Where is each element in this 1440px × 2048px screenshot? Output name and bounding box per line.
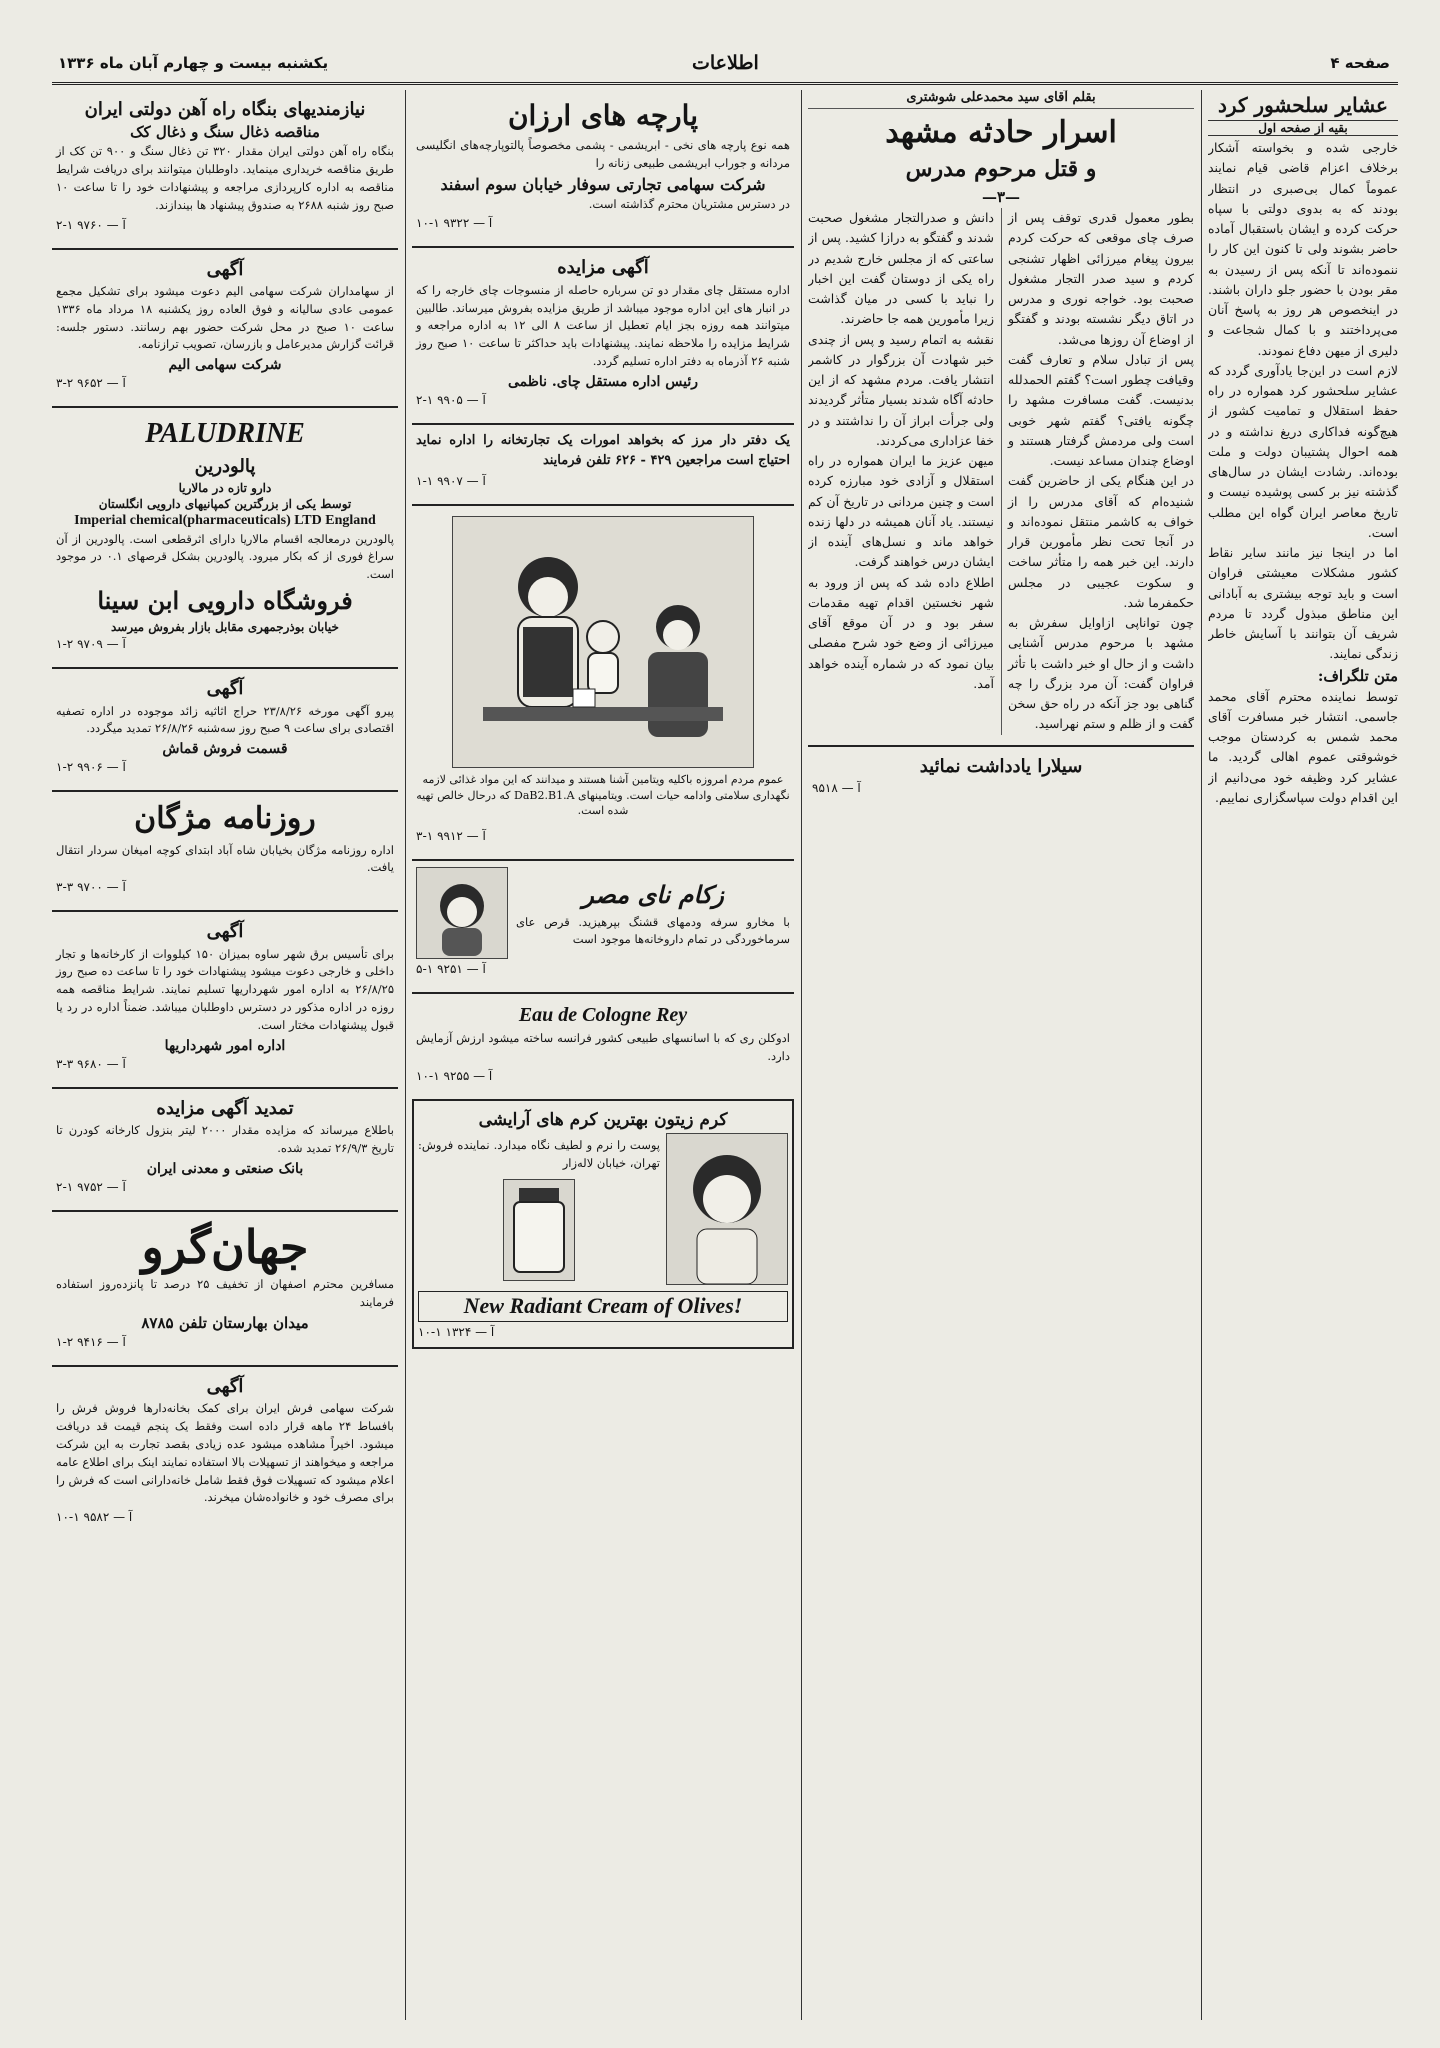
ad-title: آگهی [206,921,244,943]
ad-title: کرم زیتون بهترین کرم های آرایشی [478,1109,728,1130]
ad-jahangaro [52,1210,398,1357]
ad-signature: قسمت فروش قماش [162,741,288,758]
ad-store: فروشگاه دارویی ابن سینا [97,586,353,616]
ad-text: پوست را نرم و لطیف نگاه میدارد. نماینده فروش: تهران، خیابان لاله‌زار [418,1138,660,1171]
article-paragraph: دانش و صدرالتجار مشغول صحبت شدند و گفتگو به درازا کشید. پس از ساعتی که از مجلس خارج شدیم در راه یکی از دوستان گفت این اخبار را نباید با کسی در میان گذاشت زیرا مأمورین همه جا حاضرند. [808,210,994,327]
article-paragraph: چون تواناپی ازاوایل سفرش به مشهد با مرحوم مدرس آشنایی داشت و از حال او خبر داشت با تأثر فراوان گفت: آن مرد بزرگ را چه گناهی بود جز آنکه در راه حق سخن گفت و از ظلم و ستم نهراسید. [1008,615,1194,732]
byline: بقلم آقای سید محمدعلی شوشتری [808,90,1194,109]
article-paragraph: پس از تبادل سلام و تعارف گفت وقیافت چطور است؟ گفتم الحمدلله بدنیست. گفت مسافرت مشهد را چگونه یافتی؟ گفتم شهر خوبی است ولی مردمش گرفتار هستند و اوضاع چندان مساعد نیست. [1008,351,1194,468]
ad-code: آ — ۹۷۰۰ ۳-۳ [56,880,126,895]
ad-title-latin: PALUDRINE [145,418,305,450]
ad-note: در دسترس مشتریان محترم گذاشته است. [588,196,790,211]
ad-auction-tea [412,246,794,414]
ad-text: همه نوع پارچه های نخی - ابریشمی - پشمی مخصوصاً پالتوپارچه‌های انگلیسی مردانه و جوراب ابریشمی طبیعی زنانه را [416,138,790,170]
ad-railway-tender [52,90,398,240]
ad-code: آ — ۹۷۵۲ ۱-۲ [56,1179,126,1194]
ads-column-center [412,90,794,2020]
masthead [52,48,1398,85]
ad-vitamins [412,504,794,851]
ad-text: شرکت سهامی فرش ایران برای کمک بخانه‌دارها فروش فرش را بافساط ۲۴ ماهه قرار داده است وفقط یک پنجم قیمت قد دریافت میشود. اخیراً مشاهده میشود عده زیادی بقصد تجارت به این شرکت مراجعه و میخواهند از تسهیلات بالا استفاده نمایند اینک برای اطلاع عامه اعلام میشود که تسهیلات فوق فقط شامل خانه‌دارانی است که فرش را برای مصرف خود و خانواده‌شان میخرند. [56,1401,395,1505]
ad-code: آ — ۹۹۰۶ ۲-۱ [56,760,126,775]
ad-company: شرکت سهامی تجارتی سوفار خیابان سوم اسفند [440,174,766,194]
ad-signature: اداره امور شهرداریها [164,1037,286,1054]
ad-code: آ — ۹۳۲۲ ۱-۱۰ [416,216,493,231]
footer-ad [808,745,1194,803]
newspaper-name: اطلاعات [692,52,759,74]
ads-column-left [52,90,398,2020]
ad-title: جهان‌گرو [141,1219,309,1274]
ad-code: آ — ۹۹۰۷ ۱-۱ [416,474,486,489]
ad-address: خیابان بوذرجمهری مقابل بازار بفروش میرسد [111,620,339,635]
article-paragraph: توسط نماینده محترم آقای محمد جاسمی. انتشار خبر مسافرت آقای محمد شمس به کردستان موجب خوشوقتی عموم اهالی گردید. ما عشایر کرد وظیفه خود می‌دانیم از این اقدام دولت سپاسگزاری نماییم. [1208,688,1398,805]
ad-address: میدان بهارستان تلفن ۸۷۸۵ [141,1313,309,1332]
article-paragraph: نقشه به اتمام رسید و پس از چندی خبر شهادت آن بزرگوار در کاشمر انتشار یافت. مردم مشهد که از این حادثه آگاه شدند بسیار متأثر گردیدند ولی جرأت ابراز آن را نداشتند و در خفا عزاداری می‌کردند. [808,331,994,448]
ad-code: آ — ۹۲۵۱ ۱-۵ [416,962,486,977]
family-illustration [452,516,754,768]
woman-sneezing-illustration [416,867,508,959]
ad-title: روزنامه مژگان [134,801,316,837]
ad-cold-medicine [412,859,794,984]
ad-subtitle: مناقصه ذغال سنگ و ذغال کک [130,123,320,142]
ad-auction-textile [52,667,398,782]
ad-text: باطلاع میرساند که مزایده مقدار ۲۰۰۰ لیتر بنزول کارخانه کودرن تا تاریخ ۲۶/۹/۳ تمدید شده. [56,1123,395,1155]
ad-code: آ — ۹۶۵۲ ۲-۳ [56,376,126,391]
ad-code: آ — ۹۴۱۶ ۲-۱ [56,1334,126,1349]
issue-date: یکشنبه بیست و چهارم آبان ماه ۱۳۳۶ [58,54,329,72]
footer-ad-text: سیلارا یادداشت نمائید [919,755,1083,777]
ad-signature: رئیس اداره مستقل چای. ناظمی [507,373,699,390]
ad-carpet [52,1365,398,1532]
column-divider [1201,90,1202,2020]
ad-title: پالودرین [194,456,256,478]
ad-text: با مخارو سرفه ودمهای قشنگ بپرهیزید. قرص عای سرماخوردگی در تمام داروخانه‌ها موجود است [516,914,790,947]
ad-text: مسافرین محترم اصفهان از تخفیف ۲۵ درصد تا پانزده‌روز استفاده فرمایند [56,1277,394,1310]
page-number: صفحه ۴ [1330,54,1390,72]
article-headline: اسرار حادثه مشهد [885,115,1117,150]
ad-text: بنگاه راه آهن دولتی ایران مقدار ۳۲۰ تن ذغال سنگ و ۹۰۰ تن کک از طریق مناقصه خریداری مینماید. داوطلبان میتوانند برای دریافت شرایط مناقصه به اداره کارپردازی مراجعه و پیشنهادات خود را تا ساعت ۱۰ صبح روز شنبه ۲۶۸۸ به صندوق پیشنهاد ها بیندازند. [56,144,394,212]
ad-code: آ — ۹۹۰۵ ۱-۲ [416,392,486,407]
cream-jar-illustration [503,1179,575,1281]
ad-cheap-fabrics [412,90,794,238]
ad-text: یک دفتر دار مرز که بخواهد امورات یک تجارتخانه را اداره نماید احتیاج است مراجعین ۴۲۹ - ۶۲۶ تلفن فرمایند [416,432,790,469]
ad-text: برای تأسیس برق شهر ساوه بمیزان ۱۵۰ کیلووات از کارخانه‌ها و تجار داخلی و خارجی دعوت میشود پیشنهادات خود را تا ساعت ده صبح روز ۲۶/۸/۲۵ به اداره امور شهرداریها تسلیم نمایند. شرایط مناقصه همه روزه در اداره مذکور در دسترس داوطلبان میباشد. ضمناً اداره در رد یا قبول پیشنهادات مختار است. [56,946,395,1032]
ad-subtitle: دارو تازه در مالاریا [178,480,272,495]
column-divider [405,90,406,2020]
article-paragraph: لازم است در این‌جا یادآوری گردد که عشایر سلحشور کرد همواره در راه حفظ استقلال و تمامیت کشور از هیچ‌گونه فداکاری دریغ نداشته و در همه احوال پشتیبان دولت و ملت بوده‌اند. رشادت ایشان در سال‌های گذشته نیز بر کسی پوشیده نیست و تاریخ معاصر ایران گواه این مطلب است. [1208,362,1398,540]
telegram-heading: متن تلگراف: [1317,666,1398,685]
article-kurdish-tribes [1208,90,1398,2020]
ad-extension [52,1087,398,1202]
article-paragraph: در این هنگام یکی از حاضرین گفت شنیده‌ام که آقای مدرس را از خواف به کاشمر منتقل نموده‌اند و در آنجا تحت نظر مأمورین قرار دارند. این خبر همه را متأثر ساخت و سکوت عجیبی در مجلس حکمفرما شد. [1008,473,1194,610]
ad-shareholders [52,248,398,399]
ad-cologne [412,992,794,1091]
ad-mozhgan [52,790,398,902]
ad-text: اداره مستقل چای مقدار دو تن سرباره حاصله از منسوجات چای خارجه را که در انبار های این اداره موجود میباشد از طریق مزایده بفروش میرساند. طالبین میتوانند همه روزه بجز ایام تعطیل از ساعت ۸ الی ۱۲ به اداره مراجعه و شرایط مزایده را ملاحظه نمایند. پیشنهادات باید حداکثر تا ساعت ۱۰ صبح روز شنبه ۲۶ آذرماه به دفتر اداره تسلیم گردد. [416,282,790,369]
ad-code: آ — ۹۵۸۲ ۱-۱۰ [56,1510,133,1525]
column-divider [801,90,802,2020]
article-paragraph: خارجی شده و بخواسته آشکار برخلاف اعزام قاضی قیام نمایند عموماً کمال بی‌صبری در انتظار بودند که به بدوی دولتی با سپاه حرکت کرده و ایشان باستقبال آماده حاضر بشوند ولی تا کنون این کار را ننموده‌اند تا آنکه پس از رسیدن به مقر بودن با حضور جلو داران باشند. در اینخصوص هر روز به پاسخ آنان می‌پرداختند و با کمال شجاعت و دلیری از میهن دفاع نمودند. [1208,140,1398,358]
ad-brand: New Radiant Cream of Olives! [418,1291,788,1322]
ad-caption: عموم مردم امروزه باکلیه ویتامین آشنا هستند و میدانند که این مواد غذائی لازمه نگهداری سلامتی وادامه حیات است. ویتامینهای DaB2.B1.A که درحال خالص تهیه شده است. [416,773,790,817]
ad-saveh-electricity [52,910,398,1078]
ad-code: آ — ۹۷۰۹ ۲-۱ [56,637,126,652]
ad-title: آگهی [206,258,244,280]
ad-maker-latin: Imperial chemical(pharmaceuticals) LTD England [74,512,376,528]
ad-paludrine [52,406,398,659]
article-body [808,208,1194,735]
ad-text: ادوکلن ری که با اسانسهای طبیعی کشور فرانسه ساخته میشود ارزش آزمایش دارد. [416,1031,790,1064]
ad-title: زکام نای مصر [582,879,724,909]
ad-code: آ — ۹۹۱۲ ۱-۳ [416,829,486,844]
article-mashhad-incident [808,90,1194,2020]
ad-maker: توسط یکی از بزرگترین کمپانیهای دارویی انگلستان [98,496,352,511]
article-title: عشایر سلحشور کرد [1218,93,1388,117]
ad-code: آ — ۹۷۶۰ ۱-۲ [56,217,126,232]
article-part-number: —۳— [981,188,1021,206]
ad-text: پیرو آگهی مورخه ۲۳/۸/۲۶ حراج اثاثیه زائد موجوده در اداره تصفیه اقتصادی برای ساعت ۹ صبح روز سه‌شنبه ۲۶/۸/۲۶ تمدید میگردد. [56,703,394,736]
article-paragraph: میهن عزیز ما ایران همواره در راه استقلال و آزادی خود مبارزه کرده است و چنین مردانی در تاریخ آن کم نیستند. یاد آنان همیشه در دلها زنده خواهد ماند و نسل‌های آینده از ایشان درس خواهند گرفت. [808,453,994,570]
ad-text: از سهامداران شرکت سهامی الیم دعوت میشود برای تشکیل مجمع عمومی عادی سالیانه و فوق العاده روز یکشنبه ۱۸ مرداد ماه ۱۳۳۶ ساعت ۱۰ صبح در محل شرکت حضور بهم رسانند. دستور جلسه: قرائت گزارش مدیرعامل و بازرسان، تصویب ترازنامه. [56,284,395,352]
ad-code: آ — ۹۵۱۸ [812,780,861,795]
article-subheadline: و قتل مرحوم مدرس [905,156,1097,182]
ad-text: پالودرین درمعالجه اقسام مالاریا دارای اثرقطعی است. پالودرین از آن سراغ فوری از که بکار میرود. پالودرین بشکل قرصهای ۰.۱ در موجود است. [56,531,394,582]
article-paragraph: اطلاع داده شد که پس از ورود به شهر نخستین اقدام تهیه مقدمات سفر بود و در آن موقع آقای میرزائی از وضع خود شرح مفصلی بیان نمود که در شماره آینده خواهد آمد. [808,574,994,691]
ad-code: آ — ۹۲۵۵ ۱-۱۰ [416,1068,493,1083]
article-paragraph: بطور معمول قدری توقف پس از صرف چای موقعی که حرکت کردم بیرون پیغام میرزائی اظهار تشنجی کردم و سید صدر التجار مشغول صحبت بود. خواجه نوری و مدرس در اتاق دیگر نشسته بودند و گفتگو از اوضاع آن روزها می‌شد. [1008,210,1194,347]
ad-title: نیازمندیهای بنگاه راه آهن دولتی ایران [84,99,366,120]
ad-code: آ — ۱۳۲۴ ۱-۱۰ [418,1324,495,1339]
article-paragraph: اما در اینجا نیز مانند سایر نقاط کشور مشکلات معیشتی فراوان است و باید توجه بیشتری به آبادانی این مناطق مبذول گردد تا مردم شریف آن بتوانند با آسایش خاطر زندگی نمایند. [1208,545,1398,662]
ad-text: اداره روزنامه مژگان بخیابان شاه آباد ابتدای کوچه امیغان سردار انتقال یافت. [56,842,394,875]
ad-title: پارچه های ارزان [507,99,699,132]
ad-signature: بانک صنعتی و معدنی ایران [146,1160,304,1177]
woman-portrait-illustration [666,1133,788,1285]
ad-title: آگهی [206,678,244,700]
ad-title: Eau de Cologne Rey [518,1004,688,1027]
ad-signature: شرکت سهامی الیم [168,357,282,374]
ad-olive-cream [412,1099,794,1349]
ad-code: آ — ۹۶۸۰ ۳-۳ [56,1056,126,1071]
ad-title: آگهی مزایده [557,257,649,279]
ad-title: تمدید آگهی مزایده [156,1097,294,1119]
ad-title: آگهی [206,1375,244,1397]
continued-note: بقیه از صفحه اول [1208,120,1398,136]
ad-bookkeeper [412,423,794,496]
